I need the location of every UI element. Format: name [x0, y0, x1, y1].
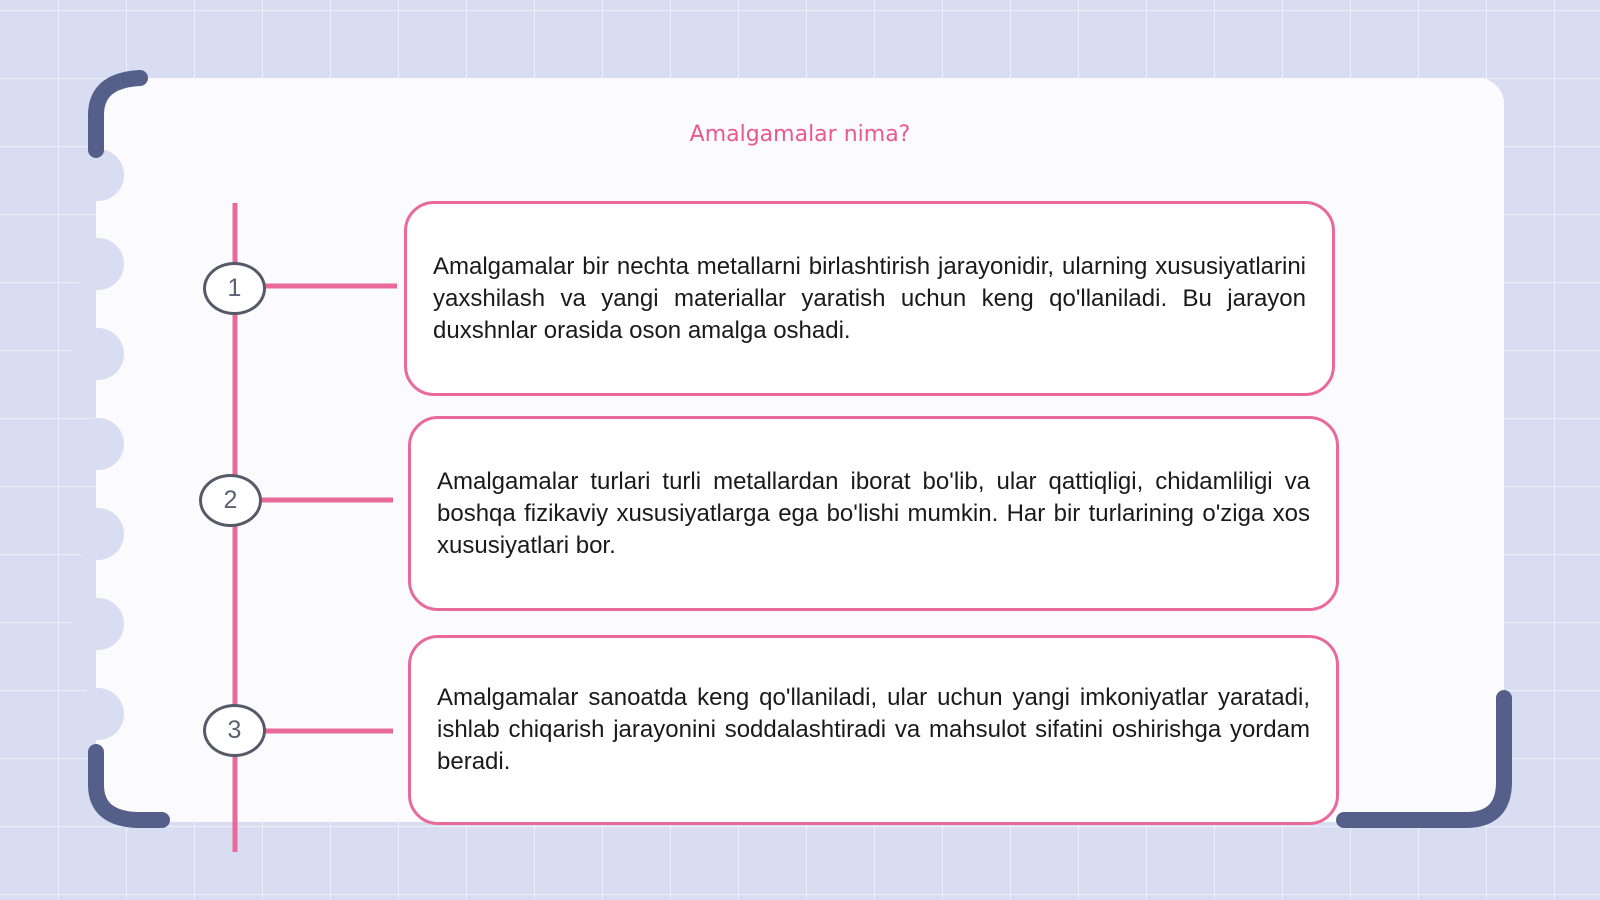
step-number-badge: 2	[199, 474, 262, 527]
step-number-badge: 3	[203, 704, 266, 757]
step-card-2	[408, 416, 1339, 611]
step-text: Amalgamalar bir nechta metallarni birlashtirish jarayonidir, ularning xususiyatlarini yaxshilash va yangi materiallar yaratish uchun keng qo'llaniladi. Bu jarayon duxshnlar orasida oson amalga oshadi.	[433, 252, 1306, 344]
step-card-3	[408, 635, 1339, 825]
step-text: Amalgamalar sanoatda keng qo'llaniladi, ular uchun yangi imkoniyatlar yaratadi, ishlab chiqarish jarayonini soddalashtiradi va mahsulot sifatini oshirishga yordam beradi.	[437, 684, 1310, 775]
slide-title: Amalgamalar nima?	[689, 122, 911, 147]
step-text: Amalgamalar turlari turli metallardan iborat bo'lib, ular qattiqligi, chidamliligi va boshqa fizikaviy xususiyatlarga ega bo'lishi mumkin. Har bir turlarining o'ziga xos xususiyatlari bor.	[437, 467, 1310, 559]
step-number-badge: 1	[203, 262, 266, 315]
step-card-1	[404, 201, 1335, 396]
